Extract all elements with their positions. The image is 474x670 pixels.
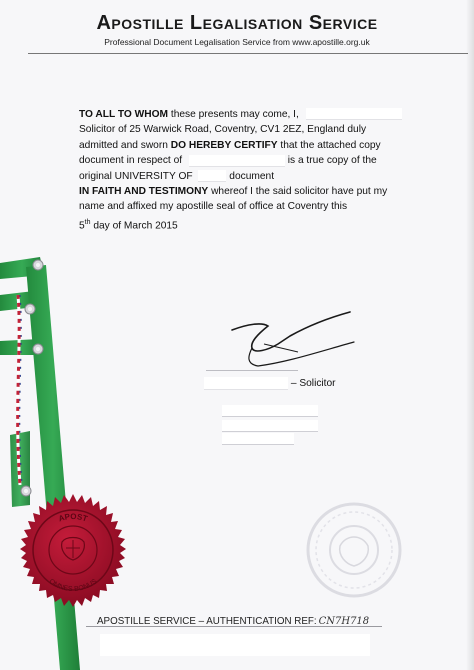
redacted-name bbox=[306, 108, 402, 120]
date-rest: day of March 2015 bbox=[90, 220, 178, 232]
redacted-holder bbox=[189, 155, 285, 167]
solicitor-label: – Solicitor bbox=[290, 378, 336, 390]
header-subtitle: Professional Document Legalisation Service from www.apostille.org.uk bbox=[104, 37, 370, 47]
embossed-seal bbox=[300, 498, 410, 602]
line4-text-a: document in respect of bbox=[79, 155, 183, 167]
redacted-footer-details bbox=[100, 634, 370, 656]
header-title: Apostille Legalisation Service bbox=[96, 12, 378, 34]
certificate-line-6 bbox=[79, 184, 419, 199]
header-rule bbox=[28, 53, 468, 54]
certificate-date bbox=[79, 215, 419, 234]
line5-text-b: document bbox=[226, 170, 275, 182]
redacted-address-line-1 bbox=[222, 405, 318, 417]
certificate-line-1 bbox=[79, 107, 419, 122]
line3-text-a: admitted and sworn bbox=[79, 139, 171, 151]
redacted-address-line-3 bbox=[222, 433, 294, 445]
line5-text-a: original UNIVERSITY OF bbox=[79, 170, 193, 182]
footer-ref-label: APOSTILLE SERVICE – AUTHENTICATION REF: bbox=[97, 616, 317, 627]
seal-top-text: APOST bbox=[57, 511, 89, 524]
certificate-body bbox=[79, 107, 419, 234]
red-wax-seal bbox=[14, 492, 132, 610]
certificate-line-7: name and affixed my apostille seal of office at Coventry this bbox=[79, 201, 348, 213]
signature-line bbox=[206, 370, 298, 371]
certificate-line-2: Solicitor of 25 Warwick Road, Coventry, CV1 2EZ, England duly bbox=[79, 124, 367, 136]
certificate-line-4 bbox=[79, 153, 419, 168]
solicitor-row bbox=[204, 377, 336, 390]
date-suffix: th bbox=[84, 218, 91, 226]
signature-scribble bbox=[228, 308, 358, 374]
seal-bottom-text: OMNES BONUS bbox=[47, 578, 99, 594]
do-hereby-certify: DO HEREBY CERTIFY bbox=[170, 139, 278, 151]
certificate-line-5 bbox=[79, 169, 419, 184]
footer-ref-value: CN7H718 bbox=[318, 616, 370, 627]
certificate-line-3 bbox=[79, 138, 419, 153]
date-day: 5 bbox=[79, 220, 85, 232]
redacted-solicitor-name bbox=[204, 377, 288, 390]
redacted-address-line-2 bbox=[222, 420, 318, 432]
page-edge-shadow bbox=[466, 0, 474, 670]
footer-reference bbox=[97, 616, 369, 627]
line6-text: whereof I the said solicitor have put my bbox=[208, 186, 388, 198]
to-all-to-whom: TO ALL TO WHOM bbox=[79, 109, 169, 120]
redacted-university bbox=[198, 170, 226, 182]
line1-text: these presents may come, I, bbox=[168, 109, 299, 120]
line4-text-b: is a true copy of the bbox=[284, 155, 377, 167]
in-faith-and-testimony: IN FAITH AND TESTIMONY bbox=[79, 186, 209, 198]
line3-text-b: that the attached copy bbox=[277, 139, 381, 151]
